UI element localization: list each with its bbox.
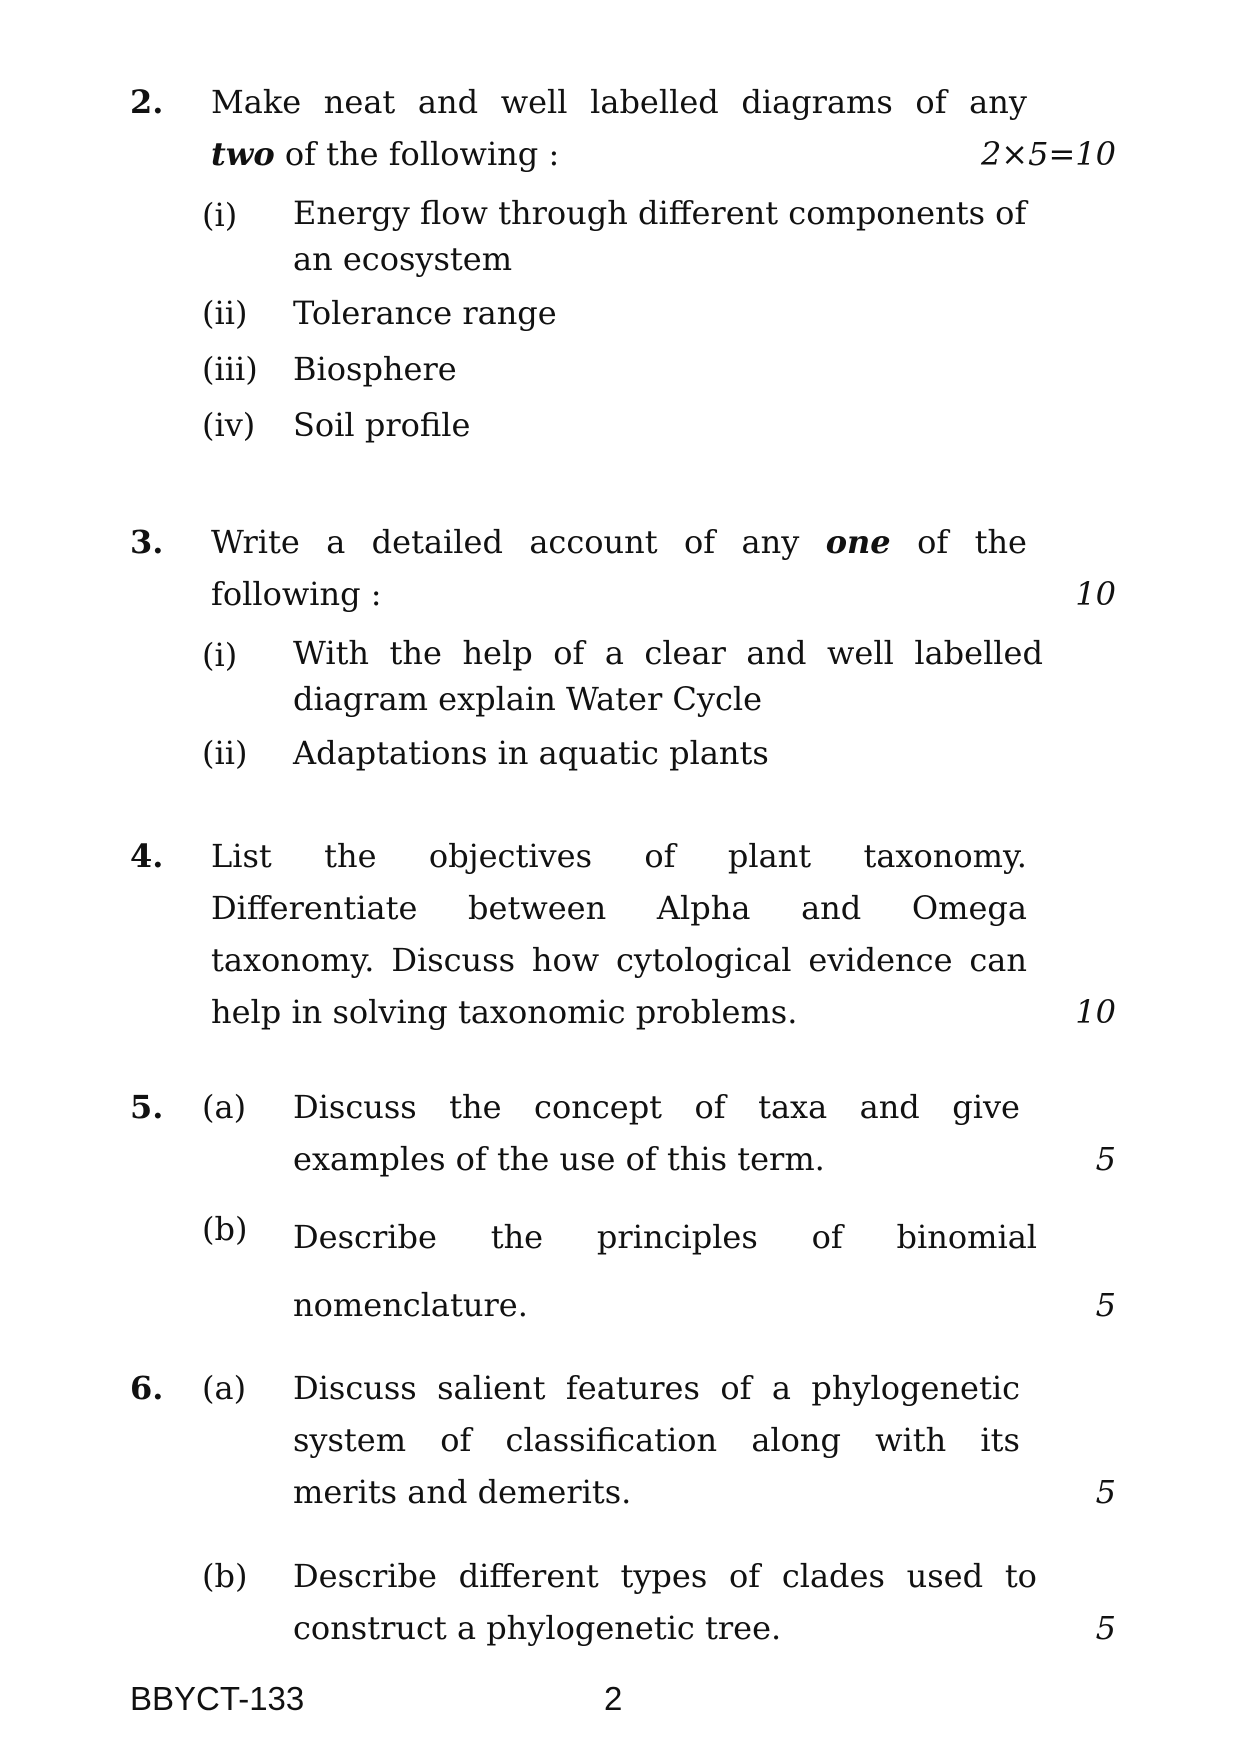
question-stem bbox=[211, 76, 1027, 180]
word: neat bbox=[323, 83, 396, 121]
word: the bbox=[324, 837, 377, 875]
part-line-2: construct a phylogenetic tree. bbox=[293, 1609, 782, 1647]
word: taxa bbox=[758, 1088, 828, 1126]
word: to bbox=[1004, 1557, 1037, 1595]
word: with bbox=[875, 1421, 947, 1459]
word: well bbox=[500, 83, 568, 121]
course-code: BBYCT-133 bbox=[130, 1680, 305, 1717]
word: how bbox=[531, 941, 600, 979]
word: objectives bbox=[428, 837, 592, 875]
item-text bbox=[293, 630, 1043, 722]
stem-text: of the following : bbox=[274, 135, 560, 173]
question-number: 4. bbox=[130, 837, 164, 875]
item-line-2: an ecosystem bbox=[293, 240, 513, 278]
word: of bbox=[440, 1421, 472, 1459]
word: taxonomy. bbox=[863, 837, 1027, 875]
item-text bbox=[293, 190, 1043, 282]
part-line-2: examples of the use of this term. bbox=[293, 1140, 825, 1178]
item-number: (iii) bbox=[202, 350, 258, 388]
word: detailed bbox=[371, 523, 503, 561]
word: give bbox=[952, 1088, 1020, 1126]
word: Write bbox=[211, 523, 300, 561]
word: plant bbox=[727, 837, 812, 875]
word: help bbox=[462, 634, 533, 672]
stem-line-2: following : bbox=[211, 575, 382, 613]
word: Alpha bbox=[656, 889, 751, 927]
word: of bbox=[917, 523, 949, 561]
item-number: (i) bbox=[202, 636, 238, 674]
word: Make bbox=[211, 83, 302, 121]
item-number: (ii) bbox=[202, 294, 248, 332]
word: the bbox=[449, 1088, 502, 1126]
item-text: Biosphere bbox=[293, 350, 457, 388]
part-b-tag: (b) bbox=[202, 1210, 248, 1248]
stem-line-1 bbox=[211, 76, 1027, 128]
word: the bbox=[490, 1218, 544, 1256]
word: of bbox=[694, 1088, 726, 1126]
word: can bbox=[969, 941, 1027, 979]
item-number: (iv) bbox=[202, 406, 256, 444]
part-b-text bbox=[293, 1203, 1037, 1339]
item-text: Soil profile bbox=[293, 406, 471, 444]
part-b-text bbox=[293, 1550, 1037, 1654]
stem-line-1 bbox=[211, 516, 1027, 568]
word: account bbox=[529, 523, 658, 561]
word: concept bbox=[534, 1088, 663, 1126]
word: a bbox=[326, 523, 346, 561]
word: of bbox=[644, 837, 676, 875]
word: taxonomy. bbox=[211, 941, 375, 979]
word: of bbox=[915, 83, 947, 121]
word: of bbox=[728, 1557, 761, 1595]
word: principles bbox=[596, 1218, 758, 1256]
part-line-3: merits and demerits. bbox=[293, 1473, 632, 1511]
word: the bbox=[974, 523, 1027, 561]
word: Discuss bbox=[293, 1088, 417, 1126]
question-stem bbox=[211, 516, 1027, 620]
part-line-1 bbox=[293, 1203, 1037, 1271]
word: along bbox=[751, 1421, 841, 1459]
emphasis-word: one bbox=[825, 523, 891, 561]
word: and bbox=[801, 889, 862, 927]
part-a-text bbox=[293, 1081, 1020, 1185]
word: diagrams bbox=[741, 83, 893, 121]
part-a-tag: (a) bbox=[202, 1369, 247, 1407]
word: labelled bbox=[590, 83, 719, 121]
stem-line-1 bbox=[211, 830, 1027, 882]
word: a bbox=[771, 1369, 791, 1407]
word: of bbox=[811, 1218, 843, 1256]
stem-line-2 bbox=[211, 882, 1027, 934]
word: any bbox=[969, 83, 1027, 121]
stem-line-2 bbox=[211, 128, 1027, 180]
stem-line-4: help in solving taxonomic problems. bbox=[211, 993, 798, 1031]
part-a-text bbox=[293, 1362, 1020, 1518]
item-line-1 bbox=[293, 630, 1043, 676]
word: and bbox=[859, 1088, 920, 1126]
item-text: Adaptations in aquatic plants bbox=[293, 734, 769, 772]
marks: 5 bbox=[1095, 1609, 1116, 1647]
word: well bbox=[827, 634, 894, 672]
word: and bbox=[746, 634, 807, 672]
word: and bbox=[417, 83, 479, 121]
word: of bbox=[684, 523, 716, 561]
word: labelled bbox=[914, 634, 1043, 672]
emphasis-word: two bbox=[211, 135, 275, 173]
word: of bbox=[720, 1369, 752, 1407]
part-a-tag: (a) bbox=[202, 1088, 247, 1126]
word: classification bbox=[505, 1421, 718, 1459]
word: clear bbox=[644, 634, 726, 672]
part-line-1 bbox=[293, 1550, 1037, 1602]
word: different bbox=[458, 1557, 599, 1595]
word: Discuss bbox=[391, 941, 515, 979]
item-number: (ii) bbox=[202, 734, 248, 772]
word: of bbox=[553, 634, 585, 672]
part-line-2: nomenclature. bbox=[293, 1286, 528, 1324]
word: any bbox=[741, 523, 800, 561]
stem-line-3 bbox=[211, 934, 1027, 986]
word: used bbox=[906, 1557, 984, 1595]
word: Describe bbox=[293, 1218, 437, 1256]
word: With bbox=[293, 634, 370, 672]
part-b-tag: (b) bbox=[202, 1557, 248, 1595]
question-number: 6. bbox=[130, 1369, 164, 1407]
word: types bbox=[620, 1557, 708, 1595]
marks: 10 bbox=[1075, 575, 1116, 613]
word: between bbox=[468, 889, 607, 927]
word: Differentiate bbox=[211, 889, 418, 927]
item-line-1: Energy flow through different components of bbox=[293, 194, 1027, 232]
page-number: 2 bbox=[604, 1680, 623, 1717]
word: a bbox=[604, 634, 624, 672]
part-line-1 bbox=[293, 1081, 1020, 1133]
word: cytological bbox=[615, 941, 792, 979]
question-number: 2. bbox=[130, 83, 164, 121]
word: Omega bbox=[911, 889, 1027, 927]
item-number: (i) bbox=[202, 196, 238, 234]
item-line-2: diagram explain Water Cycle bbox=[293, 680, 763, 718]
marks: 5 bbox=[1095, 1473, 1116, 1511]
question-number: 3. bbox=[130, 523, 164, 561]
marks: 5 bbox=[1095, 1286, 1116, 1324]
word: Discuss bbox=[293, 1369, 417, 1407]
word: its bbox=[980, 1421, 1020, 1459]
word: the bbox=[389, 634, 442, 672]
word: List bbox=[211, 837, 272, 875]
word: Describe bbox=[293, 1557, 437, 1595]
word: evidence bbox=[808, 941, 953, 979]
marks: 2×5=10 bbox=[980, 135, 1116, 173]
question-number: 5. bbox=[130, 1088, 164, 1126]
word: features bbox=[565, 1369, 700, 1407]
question-stem bbox=[211, 830, 1027, 1038]
marks: 10 bbox=[1075, 993, 1116, 1031]
word: clades bbox=[781, 1557, 885, 1595]
marks: 5 bbox=[1095, 1140, 1116, 1178]
word: binomial bbox=[896, 1218, 1037, 1256]
part-line-1 bbox=[293, 1362, 1020, 1414]
word: system bbox=[293, 1421, 407, 1459]
item-text: Tolerance range bbox=[293, 294, 557, 332]
word: phylogenetic bbox=[811, 1369, 1020, 1407]
word: salient bbox=[437, 1369, 546, 1407]
part-line-2 bbox=[293, 1414, 1020, 1466]
